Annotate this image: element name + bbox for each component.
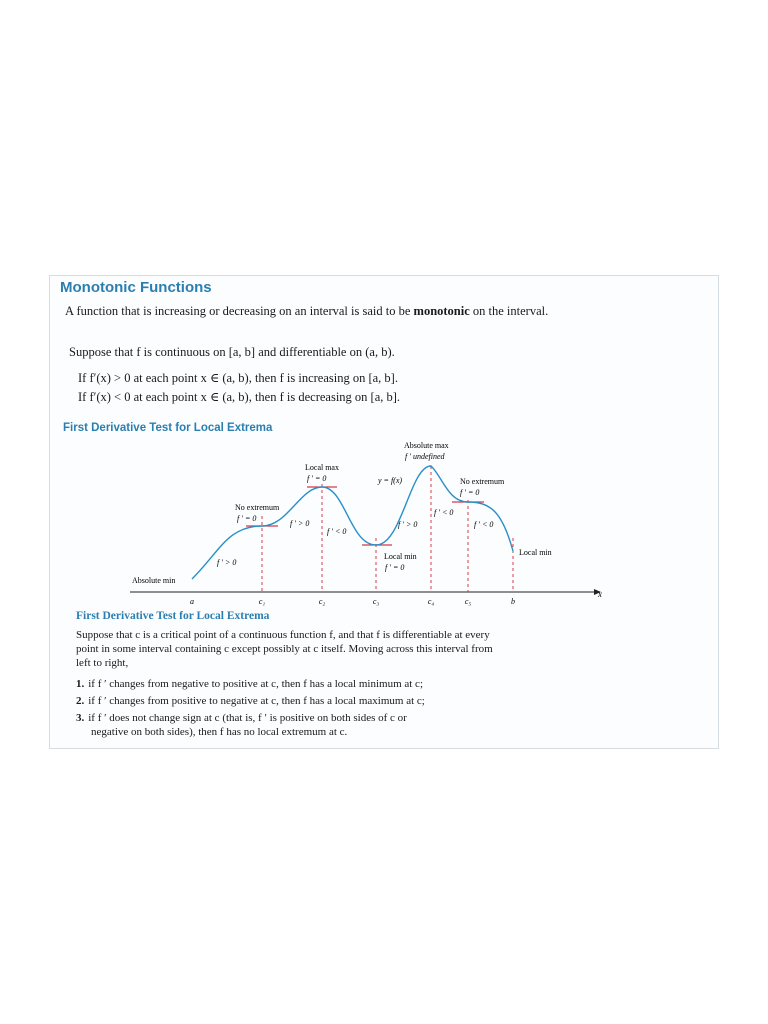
rule-2-text: if f ′ changes from positive to negative at c, then f has a local maximum at c; — [88, 695, 425, 707]
tick-c2: c₂ — [318, 597, 326, 606]
rule-3-text: if f ′ does not change sign at c (that is, f ′ is positive on both sides of c or — [88, 712, 407, 724]
rule-3 — [76, 711, 407, 725]
tick-c3: c₃ — [372, 597, 380, 606]
tick-c5: c₅ — [464, 597, 472, 606]
label-curve: y = f(x) — [378, 476, 403, 485]
suppose-line: Suppose that f is continuous on [a, b] and differentiable on (a, b). — [69, 345, 395, 359]
label-no-extremum-1-cond: f ′ = 0 — [237, 514, 257, 523]
rule-2 — [76, 694, 425, 708]
sign-5: f ′ < 0 — [434, 508, 454, 517]
label-local-min-mid: Local min — [384, 552, 417, 561]
sign-1: f ′ > 0 — [217, 558, 237, 567]
rule-3-number: 3. — [76, 712, 85, 724]
increasing-line: If f′(x) > 0 at each point x ∈ (a, b), then f is increasing on [a, b]. — [78, 371, 398, 385]
label-no-extremum-2-cond: f ′ = 0 — [460, 488, 480, 497]
rule-1 — [76, 677, 423, 691]
definition-text-end: on the interval. — [469, 304, 549, 318]
label-no-extremum-2: No extremum — [460, 477, 505, 486]
tick-b: b — [511, 597, 515, 606]
label-absolute-max: Absolute max — [404, 441, 449, 450]
definition-text: A function that is increasing or decreasing on an interval is said to be — [65, 304, 414, 318]
label-local-min-right: Local min — [519, 548, 552, 557]
definition-term: monotonic — [413, 304, 470, 318]
rule-3-continued — [91, 725, 347, 739]
label-absolute-min: Absolute min — [132, 576, 176, 585]
sign-4: f ′ > 0 — [398, 520, 418, 529]
rule-1-number: 1. — [76, 678, 85, 690]
label-no-extremum-1: No extremum — [235, 503, 280, 512]
section-title: First Derivative Test for Local Extrema — [63, 422, 273, 434]
label-absolute-max-cond: f ′ undefined — [405, 452, 445, 461]
tick-c4: c₄ — [427, 597, 435, 606]
tick-c1: c₁ — [258, 597, 266, 606]
label-local-max: Local max — [305, 463, 339, 472]
slide-panel — [49, 275, 719, 749]
page-title: Monotonic Functions — [60, 279, 212, 296]
box-intro: Suppose that c is a critical point of a continuous function f, and that f is differentiable at every point in some interval containing c except possibly at c itself. Moving across this interval from left to right, — [76, 629, 493, 669]
label-local-max-cond: f ′ = 0 — [307, 474, 327, 483]
decreasing-line: If f′(x) < 0 at each point x ∈ (a, b), then f is decreasing on [a, b]. — [78, 390, 401, 404]
x-axis-label: x — [598, 589, 602, 599]
box-heading: First Derivative Test for Local Extrema — [76, 610, 270, 622]
label-local-min-mid-cond: f ′ = 0 — [385, 563, 405, 572]
tick-a: a — [190, 597, 194, 606]
rule-1-text: if f ′ changes from negative to positive at c, then f has a local minimum at c; — [88, 678, 423, 690]
rule-2-number: 2. — [76, 695, 85, 707]
sign-6: f ′ < 0 — [474, 520, 494, 529]
sign-3: f ′ < 0 — [327, 527, 347, 536]
rule-3-text-continued: negative on both sides), then f has no local extremum at c. — [91, 726, 348, 738]
sign-2: f ′ > 0 — [290, 519, 310, 528]
